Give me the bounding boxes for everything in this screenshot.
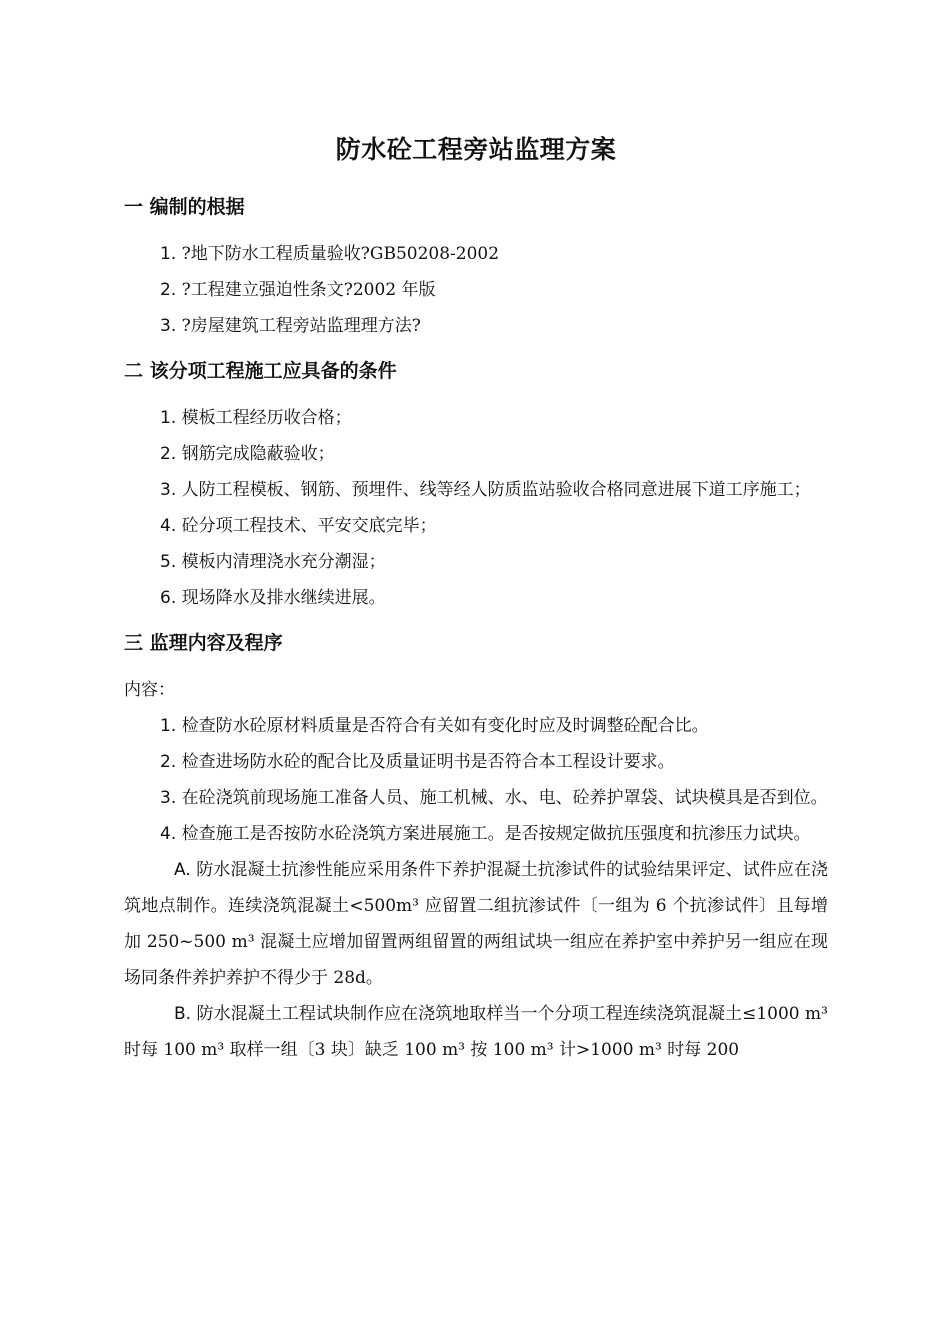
list-item: 3. ?房屋建筑工程旁站监理理方法? xyxy=(160,316,421,336)
list-item: 2. ?工程建立强迫性条文?2002 年版 xyxy=(160,280,436,300)
document-title: 防水砼工程旁站监理方案 xyxy=(335,135,617,164)
list-item: 3. 人防工程模板、钢筋、预埋件、线等经人防质监站验收合格同意进展下道工序施工； xyxy=(160,480,811,500)
conditions-list xyxy=(124,400,828,616)
sub-list-item: B. 防水混凝土工程试块制作应在浇筑地取样当一个分项工程连续浇筑混凝土≤1000 m³ 时每 100 m³ 取样一组〔3 块〕缺乏 100 m³ 按 100 m³ 计>1000 m³ 时每 200 xyxy=(124,1004,828,1060)
list-item: 2. 检查进场防水砼的配合比及质量证明书是否符合本工程设计要求。 xyxy=(160,752,675,772)
section-intro: 内容： xyxy=(124,680,175,700)
list-item: 5. 模板内清理浇水充分潮湿； xyxy=(160,552,386,572)
list-item: 4. 检查施工是否按防水砼浇筑方案进展施工。是否按规定做抗压强度和抗渗压力试块。 xyxy=(160,824,811,844)
document-body xyxy=(124,128,828,1068)
list-item: 1. 模板工程经历收合格； xyxy=(160,408,352,428)
list-item: 1. ?地下防水工程质量验收?GB50208-2002 xyxy=(160,244,500,264)
section-heading-basis: 一 编制的根据 xyxy=(124,196,245,218)
list-item: 2. 钢筋完成隐蔽验收； xyxy=(160,444,335,464)
basis-list xyxy=(124,236,828,344)
sub-list-item: A. 防水混凝土抗渗性能应采用条件下养护混凝土抗渗试件的试验结果评定、试件应在浇筑地点制作。连续浇筑混凝土<500m³ 应留置二组抗渗试件〔一组为 6 个抗渗试件〕且每增加 250~500 m³ 混凝土应增加留置两组留置的两组试块一组应在养护室中养护另一组应在现场同条件养护养护不得少于 28d。 xyxy=(124,860,828,988)
supervision-list xyxy=(124,708,828,1068)
list-item: 1. 检查防水砼原材料质量是否符合有关如有变化时应及时调整砼配合比。 xyxy=(160,716,709,736)
list-item: 3. 在砼浇筑前现场施工准备人员、施工机械、水、电、砼养护罩袋、试块模具是否到位。 xyxy=(160,788,828,808)
section-heading-conditions: 二 该分项工程施工应具备的条件 xyxy=(124,360,397,382)
section-heading-supervision: 三 监理内容及程序 xyxy=(124,632,283,654)
list-item: 4. 砼分项工程技术、平安交底完毕； xyxy=(160,516,437,536)
list-item: 6. 现场降水及排水继续进展。 xyxy=(160,588,386,608)
